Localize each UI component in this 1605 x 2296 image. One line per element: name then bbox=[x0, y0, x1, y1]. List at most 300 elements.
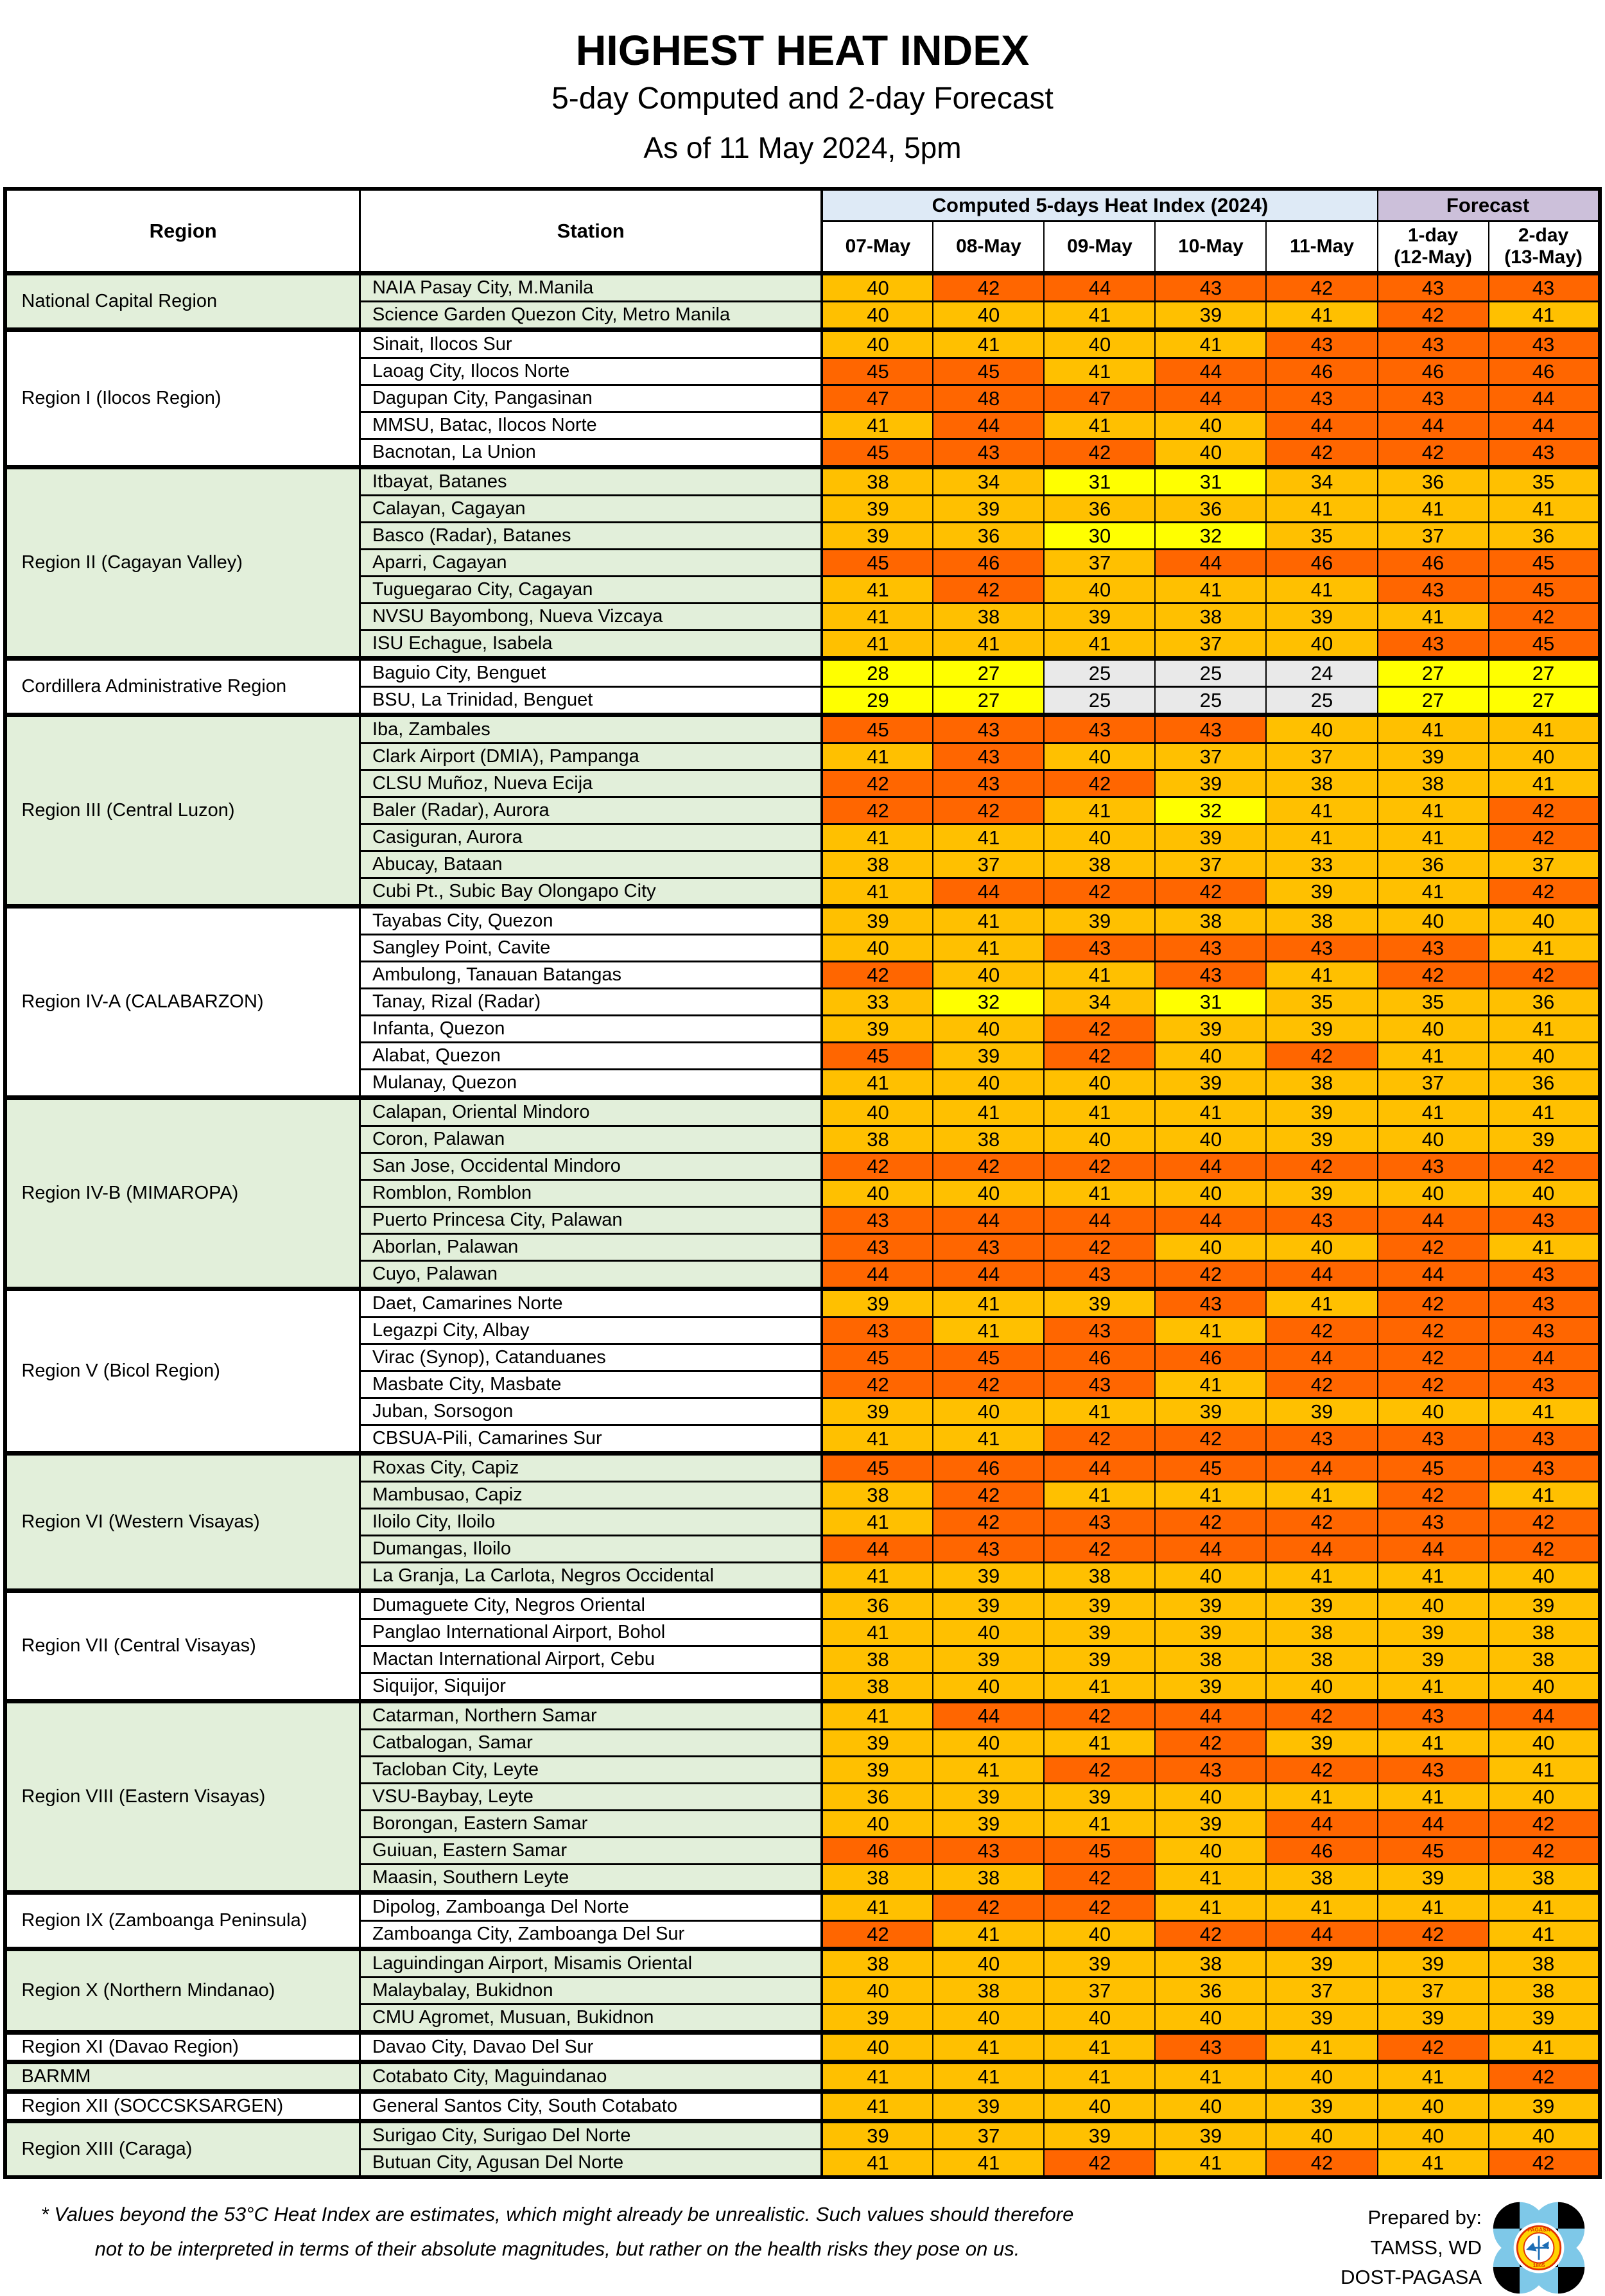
footnote bbox=[31, 2197, 1084, 2267]
heat-index-cell: 44 bbox=[1155, 358, 1266, 385]
heat-index-cell: 40 bbox=[1155, 2092, 1266, 2121]
heat-index-cell: 42 bbox=[1266, 1043, 1377, 1070]
heat-index-cell: 41 bbox=[1044, 412, 1155, 439]
heat-index-cell: 37 bbox=[1266, 744, 1377, 770]
heat-index-cell: 44 bbox=[1155, 1153, 1266, 1180]
heat-index-cell: 38 bbox=[1378, 770, 1489, 797]
heat-index-cell: 44 bbox=[1489, 412, 1600, 439]
heat-index-cell: 39 bbox=[1155, 1398, 1266, 1425]
heat-index-cell: 41 bbox=[1266, 2033, 1377, 2062]
table-row bbox=[5, 2033, 1599, 2062]
heat-index-cell: 41 bbox=[1266, 302, 1377, 330]
heat-index-cell: 35 bbox=[1266, 989, 1377, 1016]
heat-index-cell: 41 bbox=[1378, 1784, 1489, 1811]
heat-index-cell: 40 bbox=[1489, 1730, 1600, 1757]
heat-index-cell: 44 bbox=[822, 1261, 933, 1289]
heat-index-cell: 36 bbox=[1378, 467, 1489, 496]
heat-index-cell: 40 bbox=[933, 1180, 1044, 1207]
table-row bbox=[5, 2121, 1599, 2150]
page-header bbox=[0, 0, 1605, 165]
heat-index-cell: 43 bbox=[1489, 1454, 1600, 1482]
heat-index-cell: 41 bbox=[1044, 2062, 1155, 2092]
heat-index-cell: 45 bbox=[1489, 631, 1600, 659]
heat-index-cell: 45 bbox=[822, 1344, 933, 1371]
region-cell: Region VIII (Eastern Visayas) bbox=[5, 1701, 360, 1893]
heat-index-cell: 44 bbox=[1489, 1701, 1600, 1730]
heat-index-cell: 41 bbox=[933, 2033, 1044, 2062]
heat-index-cell: 40 bbox=[1155, 1784, 1266, 1811]
heat-index-cell: 41 bbox=[1266, 496, 1377, 523]
heat-index-cell: 39 bbox=[1266, 1016, 1377, 1043]
heat-index-cell: 39 bbox=[1155, 1811, 1266, 1838]
heat-index-cell: 45 bbox=[1489, 550, 1600, 577]
heat-index-cell: 46 bbox=[1266, 1838, 1377, 1865]
heat-index-cell: 40 bbox=[1378, 907, 1489, 935]
heat-index-cell: 43 bbox=[1489, 1425, 1600, 1454]
heat-index-cell: 24 bbox=[1266, 659, 1377, 687]
heat-index-cell: 30 bbox=[1044, 523, 1155, 550]
heat-index-cell: 43 bbox=[1266, 935, 1377, 962]
page-subtitle: 5-day Computed and 2-day Forecast bbox=[551, 82, 1054, 116]
heat-index-cell: 42 bbox=[1155, 1509, 1266, 1536]
forecast-column-header bbox=[1489, 222, 1600, 274]
heat-index-cell: 41 bbox=[1489, 1482, 1600, 1509]
heat-index-cell: 43 bbox=[1489, 439, 1600, 467]
station-cell: Panglao International Airport, Bohol bbox=[360, 1619, 822, 1646]
heat-index-cell: 40 bbox=[1155, 2005, 1266, 2033]
heat-index-cell: 38 bbox=[1155, 907, 1266, 935]
heat-index-cell: 42 bbox=[1378, 1344, 1489, 1371]
heat-index-cell: 40 bbox=[1378, 2092, 1489, 2121]
heat-index-cell: 43 bbox=[933, 1234, 1044, 1261]
heat-index-cell: 45 bbox=[822, 358, 933, 385]
heat-index-cell: 36 bbox=[1489, 989, 1600, 1016]
heat-index-cell: 41 bbox=[1378, 1563, 1489, 1591]
heat-index-cell: 27 bbox=[1378, 659, 1489, 687]
heat-index-cell: 37 bbox=[1378, 1070, 1489, 1098]
day-column-header: 07-May bbox=[822, 222, 933, 274]
station-cell: Mambusao, Capiz bbox=[360, 1482, 822, 1509]
station-cell: BSU, La Trinidad, Benguet bbox=[360, 687, 822, 715]
as-of-date: As of 11 May 2024, 5pm bbox=[643, 131, 962, 164]
station-cell: Ambulong, Tanauan Batangas bbox=[360, 962, 822, 989]
heat-index-cell: 41 bbox=[933, 631, 1044, 659]
heat-index-cell: 41 bbox=[1489, 770, 1600, 797]
heat-index-cell: 43 bbox=[1155, 2033, 1266, 2062]
heat-index-cell: 42 bbox=[1266, 1371, 1377, 1398]
heat-index-table bbox=[3, 187, 1601, 2179]
heat-index-cell: 41 bbox=[1155, 1318, 1266, 1344]
station-cell: Tayabas City, Quezon bbox=[360, 907, 822, 935]
heat-index-cell: 39 bbox=[822, 2121, 933, 2150]
heat-index-cell: 42 bbox=[1044, 1043, 1155, 1070]
heat-index-cell: 36 bbox=[1155, 1978, 1266, 2005]
heat-index-cell: 40 bbox=[933, 1016, 1044, 1043]
heat-index-cell: 42 bbox=[1266, 2150, 1377, 2178]
heat-index-cell: 46 bbox=[1378, 550, 1489, 577]
heat-index-cell: 40 bbox=[1044, 2005, 1155, 2033]
forecast-date-label: (12-May) bbox=[1394, 247, 1472, 268]
heat-index-cell: 36 bbox=[1489, 1070, 1600, 1098]
heat-index-cell: 47 bbox=[1044, 385, 1155, 412]
heat-index-cell: 42 bbox=[1489, 1811, 1600, 1838]
heat-index-cell: 45 bbox=[822, 1454, 933, 1482]
heat-index-cell: 41 bbox=[1044, 2033, 1155, 2062]
heat-index-cell: 41 bbox=[933, 824, 1044, 851]
station-cell: Mactan International Airport, Cebu bbox=[360, 1646, 822, 1673]
heat-index-cell: 41 bbox=[822, 878, 933, 907]
heat-index-cell: 41 bbox=[1378, 715, 1489, 744]
station-cell: Sangley Point, Cavite bbox=[360, 935, 822, 962]
heat-index-cell: 43 bbox=[933, 715, 1044, 744]
heat-index-cell: 44 bbox=[1266, 1921, 1377, 1949]
heat-index-cell: 42 bbox=[1044, 770, 1155, 797]
table-row bbox=[5, 1893, 1599, 1921]
heat-index-cell: 40 bbox=[1044, 577, 1155, 604]
heat-index-cell: 39 bbox=[933, 1591, 1044, 1619]
heat-index-cell: 41 bbox=[1155, 2150, 1266, 2178]
station-cell: Guiuan, Eastern Samar bbox=[360, 1838, 822, 1865]
heat-index-cell: 38 bbox=[1044, 851, 1155, 878]
station-cell: La Granja, La Carlota, Negros Occidental bbox=[360, 1563, 822, 1591]
heat-index-cell: 34 bbox=[933, 467, 1044, 496]
heat-index-cell: 44 bbox=[1044, 1207, 1155, 1234]
heat-index-cell: 41 bbox=[1378, 604, 1489, 631]
heat-index-cell: 43 bbox=[933, 1838, 1044, 1865]
heat-index-cell: 41 bbox=[1378, 1673, 1489, 1701]
heat-index-cell: 42 bbox=[1044, 1757, 1155, 1784]
heat-index-cell: 37 bbox=[1155, 631, 1266, 659]
heat-index-cell: 38 bbox=[933, 1865, 1044, 1893]
heat-index-cell: 41 bbox=[1489, 302, 1600, 330]
heat-index-cell: 44 bbox=[1044, 274, 1155, 302]
heat-index-cell: 39 bbox=[822, 1016, 933, 1043]
table-row bbox=[5, 907, 1599, 935]
region-cell: Region XII (SOCCSKSARGEN) bbox=[5, 2092, 360, 2121]
heat-index-cell: 39 bbox=[933, 1811, 1044, 1838]
heat-index-cell: 40 bbox=[1489, 1673, 1600, 1701]
heat-index-cell: 42 bbox=[1044, 1016, 1155, 1043]
station-cell: Tuguegarao City, Cagayan bbox=[360, 577, 822, 604]
heat-index-cell: 41 bbox=[933, 2150, 1044, 2178]
table-row bbox=[5, 2062, 1599, 2092]
heat-index-cell: 35 bbox=[1378, 989, 1489, 1016]
heat-index-cell: 43 bbox=[1155, 935, 1266, 962]
heat-index-cell: 45 bbox=[822, 550, 933, 577]
heat-index-cell: 40 bbox=[1155, 439, 1266, 467]
heat-index-cell: 39 bbox=[822, 1730, 933, 1757]
day-column-header: 11-May bbox=[1266, 222, 1377, 274]
heat-index-cell: 32 bbox=[1155, 797, 1266, 824]
heat-index-cell: 27 bbox=[1489, 659, 1600, 687]
heat-index-cell: 42 bbox=[1266, 1153, 1377, 1180]
heat-index-cell: 43 bbox=[1489, 1318, 1600, 1344]
heat-index-cell: 39 bbox=[822, 1398, 933, 1425]
heat-index-cell: 44 bbox=[1266, 1261, 1377, 1289]
heat-index-cell: 41 bbox=[1266, 577, 1377, 604]
heat-index-cell: 42 bbox=[933, 797, 1044, 824]
heat-index-cell: 38 bbox=[933, 1978, 1044, 2005]
heat-index-cell: 40 bbox=[822, 1978, 933, 2005]
heat-index-cell: 43 bbox=[1489, 1207, 1600, 1234]
heat-index-cell: 43 bbox=[822, 1234, 933, 1261]
heat-index-cell: 46 bbox=[822, 1838, 933, 1865]
heat-index-cell: 39 bbox=[1044, 907, 1155, 935]
heat-index-cell: 44 bbox=[933, 1207, 1044, 1234]
heat-index-cell: 39 bbox=[1266, 1949, 1377, 1978]
heat-index-cell: 39 bbox=[1378, 744, 1489, 770]
table-body bbox=[5, 274, 1599, 2178]
heat-index-cell: 39 bbox=[1155, 1070, 1266, 1098]
station-cell: VSU-Baybay, Leyte bbox=[360, 1784, 822, 1811]
heat-index-cell: 39 bbox=[822, 523, 933, 550]
station-column-header: Station bbox=[360, 189, 822, 274]
heat-index-cell: 41 bbox=[1155, 2062, 1266, 2092]
heat-index-cell: 41 bbox=[1266, 1893, 1377, 1921]
station-cell: NAIA Pasay City, M.Manila bbox=[360, 274, 822, 302]
heat-index-cell: 42 bbox=[1378, 1318, 1489, 1344]
heat-index-cell: 43 bbox=[1155, 1757, 1266, 1784]
heat-index-cell: 41 bbox=[1044, 631, 1155, 659]
day-column-header: 09-May bbox=[1044, 222, 1155, 274]
table-row bbox=[5, 467, 1599, 496]
heat-index-cell: 42 bbox=[822, 797, 933, 824]
heat-index-cell: 39 bbox=[1155, 1673, 1266, 1701]
heat-index-cell: 40 bbox=[1489, 2121, 1600, 2150]
heat-index-cell: 38 bbox=[933, 604, 1044, 631]
heat-index-cell: 38 bbox=[1266, 1646, 1377, 1673]
heat-index-cell: 44 bbox=[1155, 1536, 1266, 1563]
heat-index-cell: 44 bbox=[1489, 385, 1600, 412]
heat-index-cell: 40 bbox=[933, 2005, 1044, 2033]
heat-index-cell: 40 bbox=[1489, 1043, 1600, 1070]
table-row bbox=[5, 1098, 1599, 1126]
region-cell: Region IV-B (MIMAROPA) bbox=[5, 1098, 360, 1289]
heat-index-cell: 41 bbox=[1266, 797, 1377, 824]
heat-index-cell: 44 bbox=[933, 878, 1044, 907]
heat-index-cell: 40 bbox=[1489, 1563, 1600, 1591]
heat-index-cell: 39 bbox=[1378, 1646, 1489, 1673]
heat-index-cell: 39 bbox=[1266, 1126, 1377, 1153]
station-cell: Zamboanga City, Zamboanga Del Sur bbox=[360, 1921, 822, 1949]
heat-index-cell: 31 bbox=[1044, 467, 1155, 496]
station-cell: Siquijor, Siquijor bbox=[360, 1673, 822, 1701]
heat-index-cell: 40 bbox=[1489, 1180, 1600, 1207]
heat-index-cell: 41 bbox=[822, 1070, 933, 1098]
station-cell: Science Garden Quezon City, Metro Manila bbox=[360, 302, 822, 330]
heat-index-cell: 43 bbox=[1044, 715, 1155, 744]
heat-index-cell: 39 bbox=[1044, 2121, 1155, 2150]
heat-index-cell: 40 bbox=[822, 1180, 933, 1207]
heat-index-cell: 41 bbox=[1266, 1482, 1377, 1509]
heat-index-cell: 43 bbox=[1489, 1289, 1600, 1318]
station-cell: Roxas City, Capiz bbox=[360, 1454, 822, 1482]
heat-index-cell: 41 bbox=[822, 1893, 933, 1921]
heat-index-cell: 36 bbox=[933, 523, 1044, 550]
table-row bbox=[5, 659, 1599, 687]
heat-index-cell: 41 bbox=[822, 824, 933, 851]
heat-index-cell: 42 bbox=[933, 274, 1044, 302]
heat-index-cell: 42 bbox=[1266, 1757, 1377, 1784]
station-cell: Daet, Camarines Norte bbox=[360, 1289, 822, 1318]
station-cell: Abucay, Bataan bbox=[360, 851, 822, 878]
heat-index-cell: 40 bbox=[1489, 744, 1600, 770]
heat-index-cell: 41 bbox=[822, 412, 933, 439]
heat-index-cell: 40 bbox=[933, 1619, 1044, 1646]
station-cell: Virac (Synop), Catanduanes bbox=[360, 1344, 822, 1371]
heat-index-cell: 39 bbox=[1044, 1784, 1155, 1811]
heat-index-cell: 42 bbox=[1378, 439, 1489, 467]
region-cell: Region XIII (Caraga) bbox=[5, 2121, 360, 2178]
station-cell: CBSUA-Pili, Camarines Sur bbox=[360, 1425, 822, 1454]
heat-index-cell: 43 bbox=[1378, 385, 1489, 412]
heat-index-cell: 36 bbox=[1044, 496, 1155, 523]
heat-index-cell: 39 bbox=[1155, 1591, 1266, 1619]
heat-index-cell: 42 bbox=[1044, 1701, 1155, 1730]
heat-index-cell: 46 bbox=[1266, 550, 1377, 577]
heat-index-cell: 41 bbox=[822, 1563, 933, 1591]
heat-index-cell: 38 bbox=[822, 1949, 933, 1978]
heat-index-cell: 40 bbox=[1044, 1126, 1155, 1153]
heat-index-cell: 25 bbox=[1266, 687, 1377, 715]
heat-index-cell: 42 bbox=[1489, 962, 1600, 989]
heat-index-cell: 39 bbox=[1155, 824, 1266, 851]
heat-index-cell: 41 bbox=[1044, 1730, 1155, 1757]
heat-index-cell: 41 bbox=[1378, 824, 1489, 851]
station-cell: NVSU Bayombong, Nueva Vizcaya bbox=[360, 604, 822, 631]
heat-index-cell: 41 bbox=[822, 604, 933, 631]
station-cell: Aparri, Cagayan bbox=[360, 550, 822, 577]
heat-index-cell: 44 bbox=[1266, 412, 1377, 439]
heat-index-cell: 27 bbox=[933, 659, 1044, 687]
heat-index-cell: 45 bbox=[822, 715, 933, 744]
heat-index-cell: 39 bbox=[1044, 1619, 1155, 1646]
heat-index-cell: 47 bbox=[822, 385, 933, 412]
pagasa-logo-icon bbox=[1491, 2200, 1587, 2296]
prepared-by-agency: DOST-PAGASA bbox=[1340, 2266, 1482, 2289]
heat-index-cell: 39 bbox=[1044, 1949, 1155, 1978]
heat-index-cell: 46 bbox=[1266, 358, 1377, 385]
heat-index-cell: 34 bbox=[1266, 467, 1377, 496]
heat-index-cell: 39 bbox=[1489, 2005, 1600, 2033]
heat-index-cell: 37 bbox=[1378, 523, 1489, 550]
heat-index-cell: 25 bbox=[1155, 687, 1266, 715]
heat-index-cell: 42 bbox=[1489, 824, 1600, 851]
station-cell: Alabat, Quezon bbox=[360, 1043, 822, 1070]
heat-index-cell: 40 bbox=[1155, 1563, 1266, 1591]
heat-index-cell: 39 bbox=[1489, 2092, 1600, 2121]
heat-index-cell: 40 bbox=[822, 1811, 933, 1838]
heat-index-cell: 45 bbox=[1155, 1454, 1266, 1482]
heat-index-cell: 42 bbox=[1155, 1261, 1266, 1289]
heat-index-cell: 39 bbox=[1266, 1730, 1377, 1757]
heat-index-cell: 44 bbox=[1266, 1536, 1377, 1563]
heat-index-cell: 42 bbox=[1155, 878, 1266, 907]
heat-index-cell: 39 bbox=[1378, 1865, 1489, 1893]
heat-index-cell: 39 bbox=[1489, 1126, 1600, 1153]
heat-index-cell: 41 bbox=[933, 935, 1044, 962]
region-cell: National Capital Region bbox=[5, 274, 360, 330]
heat-index-cell: 41 bbox=[933, 1289, 1044, 1318]
heat-index-cell: 41 bbox=[1378, 2150, 1489, 2178]
heat-index-cell: 43 bbox=[1489, 1261, 1600, 1289]
heat-index-cell: 40 bbox=[1266, 1234, 1377, 1261]
heat-index-cell: 41 bbox=[1044, 1811, 1155, 1838]
heat-index-cell: 42 bbox=[1044, 878, 1155, 907]
heat-index-cell: 38 bbox=[1489, 1619, 1600, 1646]
heat-index-cell: 42 bbox=[1378, 302, 1489, 330]
heat-index-cell: 40 bbox=[1266, 631, 1377, 659]
heat-index-cell: 40 bbox=[1155, 1838, 1266, 1865]
heat-index-cell: 44 bbox=[1266, 1811, 1377, 1838]
heat-index-cell: 42 bbox=[1266, 1318, 1377, 1344]
heat-index-cell: 41 bbox=[1044, 1098, 1155, 1126]
heat-index-cell: 39 bbox=[1489, 1591, 1600, 1619]
heat-index-cell: 39 bbox=[1266, 1180, 1377, 1207]
heat-index-cell: 40 bbox=[1044, 330, 1155, 358]
heat-index-cell: 46 bbox=[1155, 1344, 1266, 1371]
heat-index-cell: 42 bbox=[1378, 1371, 1489, 1398]
heat-index-cell: 43 bbox=[1378, 1509, 1489, 1536]
heat-index-cell: 44 bbox=[1378, 1811, 1489, 1838]
heat-index-cell: 44 bbox=[933, 1261, 1044, 1289]
heat-index-cell: 41 bbox=[1155, 330, 1266, 358]
heat-index-cell: 43 bbox=[1044, 1318, 1155, 1344]
heat-index-cell: 41 bbox=[1044, 797, 1155, 824]
heat-index-cell: 48 bbox=[933, 385, 1044, 412]
heat-index-cell: 37 bbox=[1044, 550, 1155, 577]
page-footer bbox=[0, 2179, 1605, 2296]
heat-index-cell: 42 bbox=[1266, 439, 1377, 467]
heat-index-cell: 45 bbox=[1378, 1454, 1489, 1482]
heat-index-cell: 40 bbox=[1155, 1180, 1266, 1207]
heat-index-cell: 40 bbox=[933, 1949, 1044, 1978]
heat-index-cell: 43 bbox=[1378, 1701, 1489, 1730]
heat-index-cell: 41 bbox=[822, 2092, 933, 2121]
station-cell: Infanta, Quezon bbox=[360, 1016, 822, 1043]
heat-index-cell: 41 bbox=[1378, 496, 1489, 523]
svg-text:1865: 1865 bbox=[1532, 2262, 1545, 2268]
heat-index-cell: 41 bbox=[1044, 1482, 1155, 1509]
heat-index-cell: 39 bbox=[1266, 1591, 1377, 1619]
heat-index-cell: 37 bbox=[1044, 1978, 1155, 2005]
heat-index-cell: 38 bbox=[822, 1646, 933, 1673]
heat-index-cell: 39 bbox=[1155, 1016, 1266, 1043]
heat-index-cell: 38 bbox=[822, 851, 933, 878]
forecast-date-label: (13-May) bbox=[1504, 247, 1583, 268]
heat-index-cell: 42 bbox=[1044, 439, 1155, 467]
heat-index-cell: 41 bbox=[1489, 1098, 1600, 1126]
heat-index-cell: 40 bbox=[1266, 715, 1377, 744]
heat-index-cell: 42 bbox=[1489, 2062, 1600, 2092]
heat-index-cell: 40 bbox=[1378, 1591, 1489, 1619]
heat-index-cell: 40 bbox=[933, 302, 1044, 330]
heat-index-cell: 42 bbox=[1155, 1921, 1266, 1949]
station-cell: Dumangas, Iloilo bbox=[360, 1536, 822, 1563]
heat-index-cell: 37 bbox=[1266, 1978, 1377, 2005]
heat-index-cell: 38 bbox=[1489, 1978, 1600, 2005]
heat-index-cell: 42 bbox=[1378, 962, 1489, 989]
station-cell: CLSU Muñoz, Nueva Ecija bbox=[360, 770, 822, 797]
heat-index-cell: 41 bbox=[1155, 1482, 1266, 1509]
heat-index-cell: 41 bbox=[1044, 302, 1155, 330]
heat-index-cell: 42 bbox=[1378, 1289, 1489, 1318]
heat-index-cell: 40 bbox=[1044, 1921, 1155, 1949]
heat-index-cell: 41 bbox=[822, 1619, 933, 1646]
heat-index-cell: 40 bbox=[1378, 2121, 1489, 2150]
station-cell: Sinait, Ilocos Sur bbox=[360, 330, 822, 358]
station-cell: Malaybalay, Bukidnon bbox=[360, 1978, 822, 2005]
